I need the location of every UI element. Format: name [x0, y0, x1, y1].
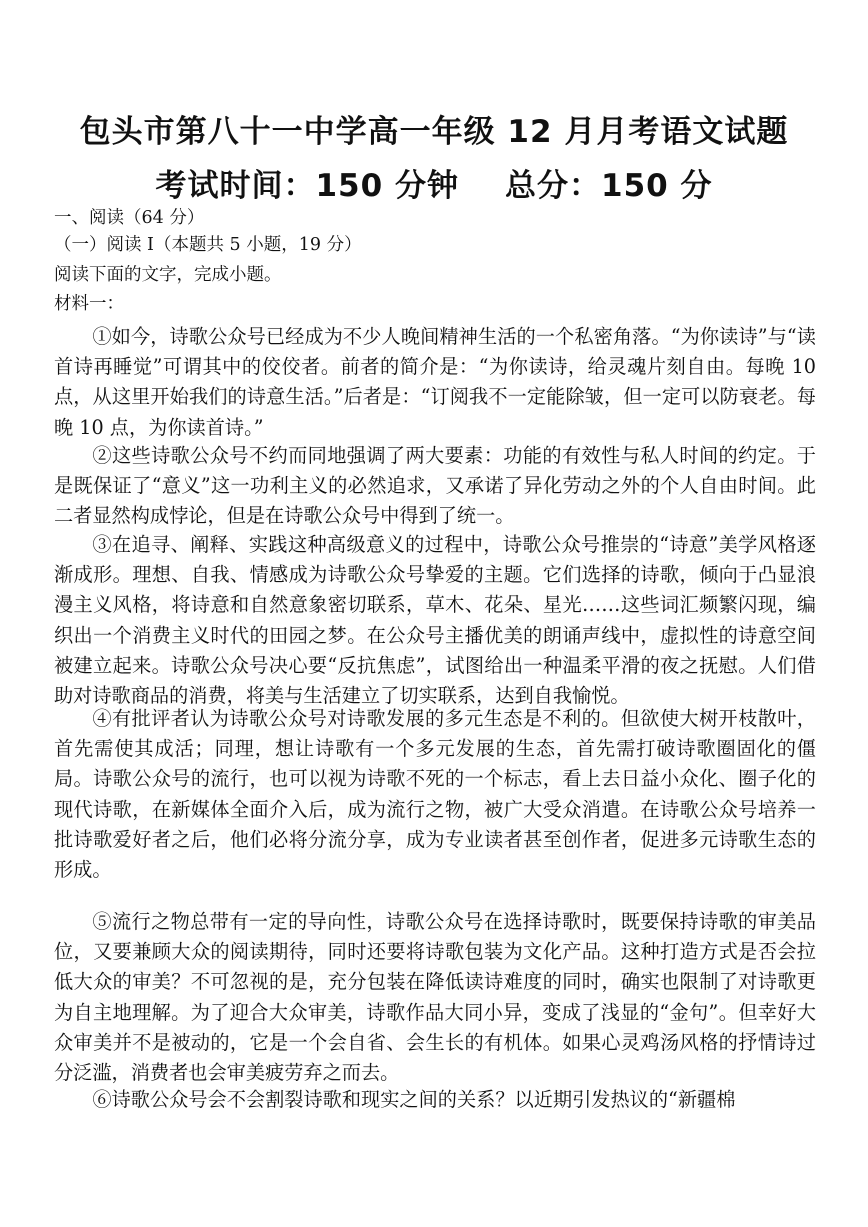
- exam-meta-line: [0, 160, 868, 205]
- instruction-text: 阅读下面的文字，完成小题。: [54, 265, 282, 285]
- paragraph-2: ②这些诗歌公众号不约而同地强调了两大要素：功能的有效性与私人时间的约定。于是既保证了“意义”这一功利主义的必然追求，又承诺了异化劳动之外的个人自由时间。此二者显然构成悖论，但是在诗歌公众号中得到了统一。: [54, 444, 816, 528]
- exam-title: 包头市第八十一中学高一年级 12 月月考语文试题: [79, 114, 789, 150]
- subsection-heading: （一）阅读 I（本题共 5 小题，19 分）: [54, 235, 362, 255]
- paragraph-6: ⑥诗歌公众号会不会割裂诗歌和现实之间的关系？以近期引发热议的“新疆棉: [92, 1088, 736, 1111]
- paragraph-3: ③在追寻、阐释、实践这种高级意义的过程中，诗歌公众号推崇的“诗意”美学风格逐渐成形。理想、自我、情感成为诗歌公众号挚爱的主题。它们选择的诗歌，倾向于凸显浪漫主义风格，将诗意和自然意象密切联系，草木、花朵、星光……这些词汇频繁闪现，编织出一个消费主义时代的田园之梦。在公众号主播优美的朗诵声线中，虚拟性的诗意空间被建立起来。诗歌公众号决心要“反抗焦虑”，试图给出一种温柔平滑的夜之抚慰。人们借助对诗歌商品的消费，将美与生活建立了切实联系，达到自我愉悦。: [54, 533, 816, 708]
- paragraph-1: ①如今，诗歌公众号已经成为不少人晚间精神生活的一个私密角落。“为你读诗”与“读首诗再睡觉”可谓其中的佼佼者。前者的简介是：“为你读诗，给灵魂片刻自由。每晚 10 点，从这里开始我们的诗意生活。”后者是：“订阅我不一定能除皱，但一定可以防衰老。每晚 10 点，为你读首诗。”: [54, 325, 816, 439]
- paragraph-5: ⑤流行之物总带有一定的导向性，诗歌公众号在选择诗歌时，既要保持诗歌的审美品位，又要兼顾大众的阅读期待，同时还要将诗歌包装为文化产品。这种打造方式是否会拉低大众的审美？不可忽视的是，充分包装在降低读诗难度的同时，确实也限制了对诗歌更为自主地理解。为了迎合大众审美，诗歌作品大同小异，变成了浅显的“金句”。但幸好大众审美并不是被动的，它是一个会自省、会生长的有机体。如果心灵鸡汤风格的抒情诗过分泛滥，消费者也会审美疲劳弃之而去。: [54, 910, 816, 1085]
- paragraph-4: ④有批评者认为诗歌公众号对诗歌发展的多元生态是不利的。但欲使大树开枝散叶，首先需使其成活；同理，想让诗歌有一个多元发展的生态，首先需打破诗歌圈固化的僵局。诗歌公众号的流行，也可以视为诗歌不死的一个标志，看上去日益小众化、圈子化的现代诗歌，在新媒体全面介入后，成为流行之物，被广大受众消遣。在诗歌公众号培养一批诗歌爱好者之后，他们必将分流分享，成为专业读者甚至创作者，促进多元诗歌生态的形成。: [54, 707, 816, 882]
- exam-time: 考试时间：150 分钟: [155, 168, 459, 204]
- material-label: 材料一：: [54, 294, 124, 314]
- section-heading: 一、阅读（64 分）: [54, 208, 205, 228]
- total-score: 总分：150 分: [505, 168, 713, 204]
